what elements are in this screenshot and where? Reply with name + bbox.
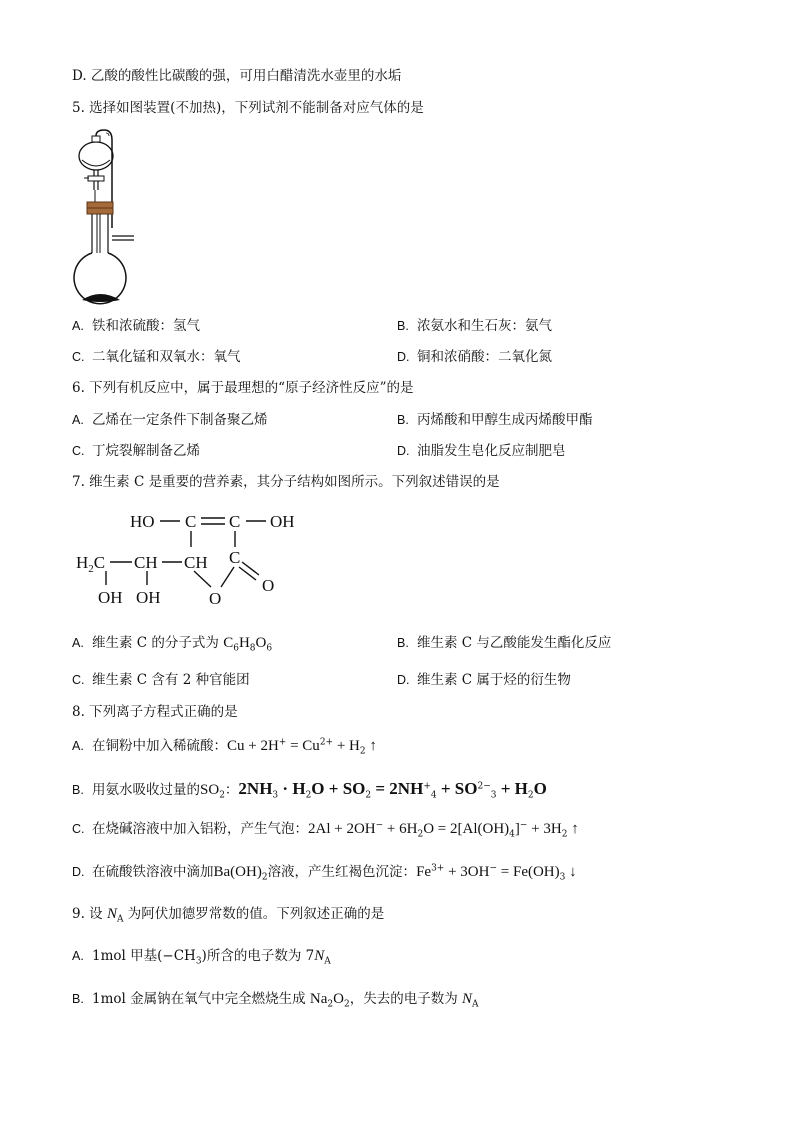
struct-oh1: OH <box>98 588 123 607</box>
q5-stem: 5. 选择如图装置(不加热)，下列试剂不能制备对应气体的是 <box>72 100 424 116</box>
q9-option-a: A. 1mol 甲基$(-CH_3)$所含的电子数为 $7N_A$ <box>72 948 331 967</box>
struct-c2: C <box>229 512 241 531</box>
q7-option-c: C. 维生素 C 含有 2 种官能团 <box>72 672 250 688</box>
q5-option-a: A. 铁和浓硫酸：氢气 <box>72 318 200 334</box>
vitamin-c-structure <box>70 505 310 615</box>
q9-stem: 9. 设 $N_A$ 为阿伏加德罗常数的值。下列叙述正确的是 <box>72 906 385 925</box>
q4-option-d: D. 乙酸的酸性比碳酸的强，可用白醋清洗水壶里的水垢 <box>72 68 402 84</box>
q8-option-a: A. 在铜粉中加入稀硫酸：$Cu + 2H^+ = Cu^{2+} + H_2$ ↑ <box>72 737 377 757</box>
struct-o-carbonyl: O <box>262 576 275 595</box>
q5-option-b: B. 浓氨水和生石灰：氨气 <box>397 318 552 334</box>
struct-c3: C <box>229 548 241 567</box>
struct-oh2: OH <box>136 588 161 607</box>
q8-option-d: D. 在硫酸铁溶液中滴加$Ba(OH)_2$溶液，产生红褐色沉淀：$Fe^{3+} + 3OH^- = Fe(OH)_3$ ↓ <box>72 863 577 883</box>
q7-option-d: D. 维生素 C 属于烃的衍生物 <box>397 672 571 688</box>
q9-option-b: B. 1mol 金属钠在氧气中完全燃烧生成 $Na_2O_2$，失去的电子数为 $N_A$ <box>72 991 479 1010</box>
struct-o-ring: O <box>209 589 222 608</box>
q6-option-b: B. 丙烯酸和甲醇生成丙烯酸甲酯 <box>397 412 593 428</box>
gas-generation-apparatus <box>68 128 148 308</box>
struct-ho-left: HO <box>130 512 155 531</box>
struct-h2c: $H_2C$ <box>76 553 106 575</box>
struct-oh-right: OH <box>270 512 295 531</box>
q5-option-d: D. 铜和浓硝酸：二氧化氮 <box>397 349 552 365</box>
struct-ch2: CH <box>184 553 208 572</box>
struct-ch1: CH <box>134 553 158 572</box>
q7-stem: 7. 维生素 C 是重要的营养素，其分子结构如图所示。下列叙述错误的是 <box>72 474 500 490</box>
q5-option-c: C. 二氧化锰和双氧水：氧气 <box>72 349 241 365</box>
q6-option-a: A. 乙烯在一定条件下制备聚乙烯 <box>72 412 268 428</box>
q8-option-b: B. 用氨水吸收过量的$SO_2$：$2NH_3 \cdot H_2O + SO_2 = 2NH^+_4 + SO^{2-}_3 + H_2O$ <box>72 779 547 801</box>
q6-option-c: C. 丁烷裂解制备乙烯 <box>72 443 200 459</box>
q6-option-d: D. 油脂发生皂化反应制肥皂 <box>397 443 566 459</box>
q7-option-a: A. 维生素 C 的分子式为 $C_6H_8O_6$ <box>72 635 273 654</box>
q6-stem: 6. 下列有机反应中，属于最理想的“原子经济性反应”的是 <box>72 380 414 396</box>
q8-stem: 8. 下列离子方程式正确的是 <box>72 704 238 720</box>
struct-c1: C <box>185 512 197 531</box>
q7-option-b: B. 维生素 C 与乙酸能发生酯化反应 <box>397 635 612 651</box>
q8-option-c: C. 在烧碱溶液中加入铝粉，产生气泡：$2Al + 2OH^- + 6H_2O = 2[Al(OH)_4]^- + 3H_2$ ↑ <box>72 820 579 840</box>
